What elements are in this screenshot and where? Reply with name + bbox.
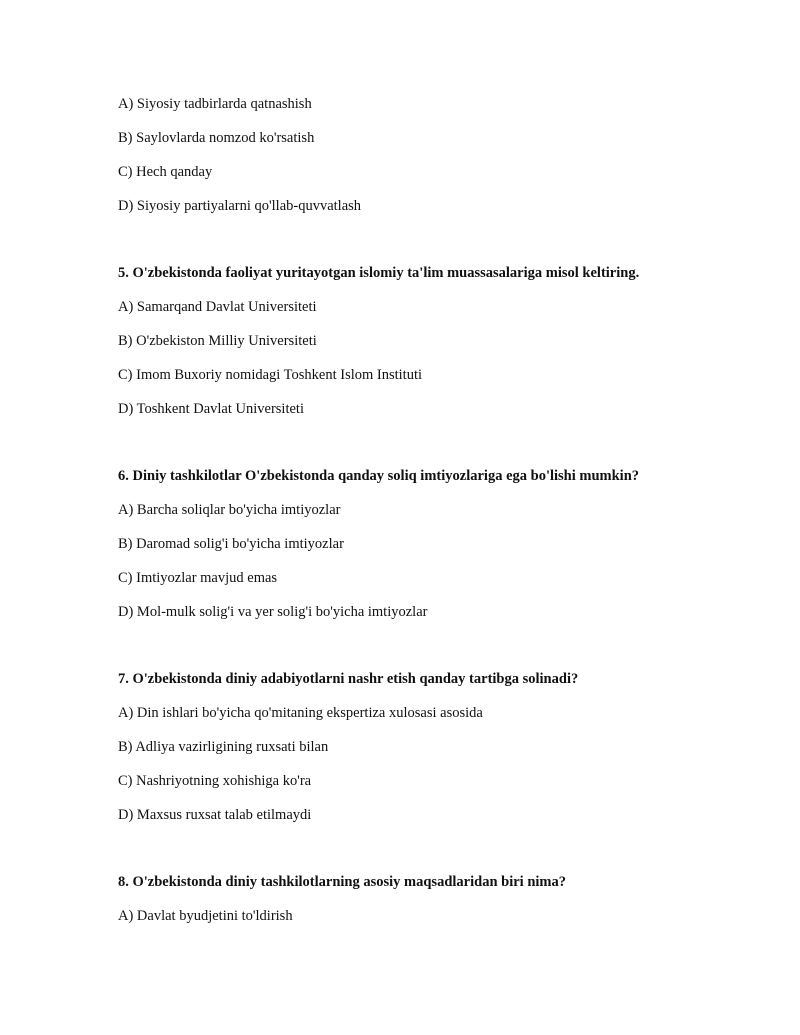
question-8: 8. O'zbekistonda diniy tashkilotlarning asosiy maqsadlaridan biri nima? [118,874,566,890]
option-d: D) Mol-mulk solig'i va yer solig'i bo'yicha imtiyozlar [118,604,428,620]
option-c: C) Hech qanday [118,164,213,180]
option-a: A) Samarqand Davlat Universiteti [118,299,317,315]
question-6: 6. Diniy tashkilotlar O'zbekistonda qanday soliq imtiyozlariga ega bo'lishi mumkin? [118,468,640,484]
option-a: A) Din ishlari bo'yicha qo'mitaning ekspertiza xulosasi asosida [118,705,483,721]
option-c: C) Imom Buxoriy nomidagi Toshkent Islom Instituti [118,367,423,383]
option-b: B) Adliya vazirligining ruxsati bilan [118,739,329,755]
question-7: 7. O'zbekistonda diniy adabiyotlarni nashr etish qanday tartibga solinadi? [118,671,579,687]
option-c: C) Imtiyozlar mavjud emas [118,570,278,586]
option-a: A) Davlat byudjetini to'ldirish [118,908,293,924]
option-b: B) Daromad solig'i bo'yicha imtiyozlar [118,536,344,552]
option-d: D) Maxsus ruxsat talab etilmaydi [118,807,312,823]
option-c: C) Nashriyotning xohishiga ko'ra [118,773,312,789]
question-5: 5. O'zbekistonda faoliyat yuritayotgan islomiy ta'lim muassasalariga misol keltiring. [118,265,640,281]
option-a: A) Siyosiy tadbirlarda qatnashish [118,96,312,112]
option-d: D) Siyosiy partiyalarni qo'llab-quvvatlash [118,198,362,214]
option-a: A) Barcha soliqlar bo'yicha imtiyozlar [118,502,341,518]
option-b: B) O'zbekiston Milliy Universiteti [118,333,317,349]
option-b: B) Saylovlarda nomzod ko'rsatish [118,130,315,146]
option-d: D) Toshkent Davlat Universiteti [118,401,304,417]
